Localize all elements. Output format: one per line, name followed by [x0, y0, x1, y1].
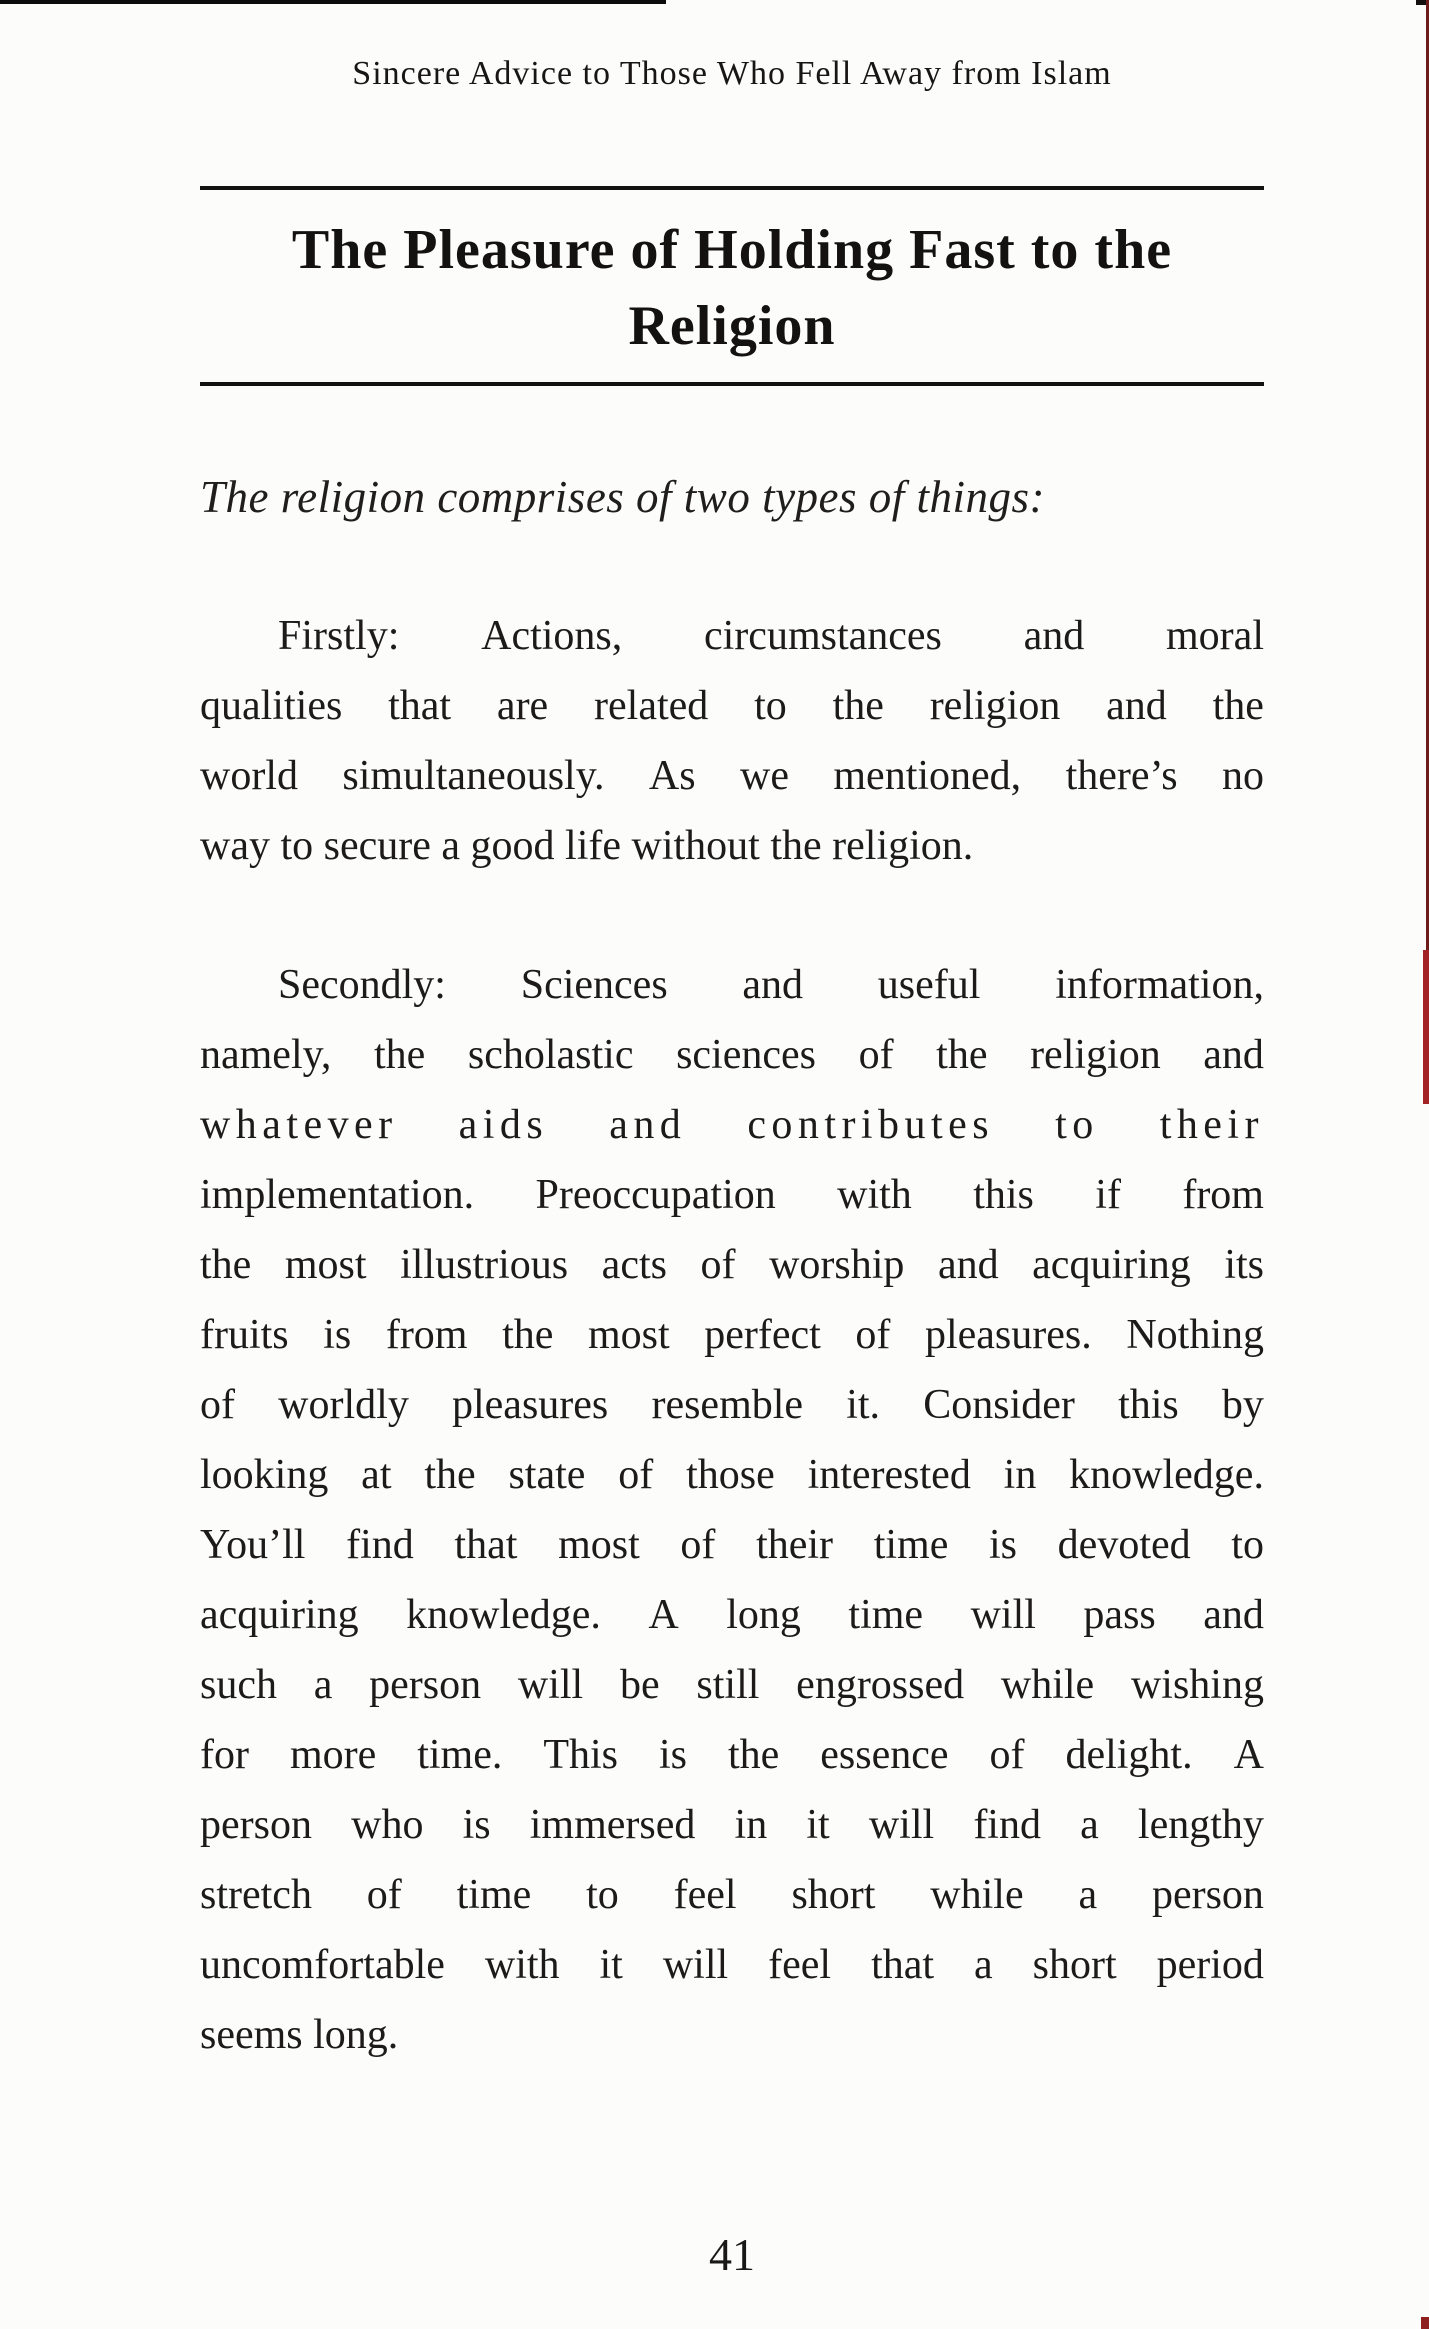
word: Consider [923, 1382, 1075, 1428]
word: from [385, 1312, 468, 1358]
word: worship [769, 1242, 905, 1288]
paragraph [200, 950, 1264, 2070]
word: find [973, 1802, 1041, 1848]
text-line [200, 1020, 1264, 1090]
word: while [1000, 1662, 1095, 1708]
paragraph [200, 601, 1264, 881]
word: scholastic [467, 1032, 634, 1078]
word: who [351, 1802, 424, 1848]
chapter-title [200, 212, 1264, 364]
word: As [648, 753, 696, 799]
word: is [989, 1522, 1018, 1568]
word: a [1080, 1802, 1099, 1848]
word: time [873, 1522, 949, 1568]
running-header: Sincere Advice to Those Who Fell Away from Islam [352, 55, 1112, 92]
word: and [742, 962, 804, 1008]
word: world [200, 753, 298, 799]
word: and [1203, 1032, 1264, 1078]
word: resemble [651, 1382, 804, 1428]
word: state [508, 1452, 586, 1498]
word: and [1203, 1592, 1264, 1638]
word: qualities [200, 683, 343, 729]
word: is [462, 1802, 491, 1848]
word: short [791, 1872, 876, 1918]
word: simultaneously. [342, 753, 605, 799]
word: are [496, 683, 549, 729]
word: of [700, 1242, 736, 1288]
word: the [200, 1242, 252, 1288]
word: will [662, 1942, 729, 1988]
text-line [200, 1230, 1264, 1300]
word: most [587, 1312, 670, 1358]
word: wishing [1130, 1662, 1264, 1708]
word: pleasures [452, 1382, 609, 1428]
word: their [756, 1522, 834, 1568]
scan-top-edge-artifact [0, 0, 666, 4]
word: essence [820, 1732, 949, 1778]
word: acquiring [200, 1592, 359, 1638]
text-line [200, 1440, 1264, 1510]
word: delight. [1065, 1732, 1193, 1778]
word: sciences [676, 1032, 817, 1078]
word: person [200, 1802, 312, 1848]
text-line: seems long. [200, 2012, 399, 2058]
word: religion [929, 683, 1061, 729]
word: more [289, 1732, 377, 1778]
word: and [1023, 613, 1085, 659]
word: no [1221, 753, 1264, 799]
word: be [619, 1662, 660, 1708]
word: it [599, 1942, 623, 1988]
text-line [200, 1930, 1264, 2000]
word: You’ll [200, 1522, 306, 1568]
text-line [200, 671, 1264, 741]
word: this [973, 1172, 1034, 1218]
word: will [868, 1802, 935, 1848]
word: knowledge. [1069, 1452, 1264, 1498]
word: knowledge. [406, 1592, 601, 1638]
word: pass [1083, 1592, 1156, 1638]
scan-bottom-right-corner-mark [1421, 2317, 1429, 2329]
text-line [200, 1580, 1264, 1650]
word: religion [1030, 1032, 1161, 1078]
word: from [1182, 1172, 1264, 1218]
chapter-title-line-1: The Pleasure of Holding Fast to the [291, 219, 1173, 281]
word: and [937, 1242, 999, 1288]
chapter-title-line-2: Religion [628, 295, 836, 357]
word: the [727, 1732, 780, 1778]
word: there’s [1065, 753, 1178, 799]
word: most [284, 1242, 367, 1288]
word: feel [768, 1942, 832, 1988]
text-line [200, 1370, 1264, 1440]
text-line [200, 601, 1264, 671]
word: A [1233, 1732, 1264, 1778]
word: that [454, 1522, 518, 1568]
word: information, [1055, 962, 1264, 1008]
body-paragraphs [200, 601, 1264, 2070]
word: of [366, 1872, 402, 1918]
word: a [974, 1942, 993, 1988]
word: by [1221, 1382, 1264, 1428]
word: this [1118, 1382, 1179, 1428]
word: whatever [200, 1102, 398, 1148]
word: worldly [278, 1382, 409, 1428]
word: engrossed [796, 1662, 965, 1708]
word: their [1159, 1102, 1264, 1148]
word: time. [417, 1732, 503, 1778]
word: Secondly: [278, 962, 446, 1008]
word: interested [807, 1452, 971, 1498]
text-line [200, 1650, 1264, 1720]
word: still [696, 1662, 760, 1708]
text-line [200, 1300, 1264, 1370]
word: Nothing [1126, 1312, 1264, 1358]
word: Actions, [481, 613, 623, 659]
text-line [200, 950, 1264, 1020]
word: A [648, 1592, 679, 1638]
text-line [200, 1790, 1264, 1860]
word: is [323, 1312, 352, 1358]
word: lengthy [1137, 1802, 1264, 1848]
word: to [754, 683, 787, 729]
word: find [346, 1522, 414, 1568]
word: short [1032, 1942, 1117, 1988]
word: feel [673, 1872, 737, 1918]
text-line: way to secure a good life without the religion. [200, 823, 974, 869]
word: for [200, 1732, 249, 1778]
word: mentioned, [833, 753, 1022, 799]
title-rule-bottom [200, 382, 1264, 386]
word: the [832, 683, 884, 729]
word: acts [601, 1242, 667, 1288]
word: related [594, 683, 709, 729]
word: time [456, 1872, 532, 1918]
word: the [936, 1032, 988, 1078]
word: while [930, 1872, 1024, 1918]
word: to [1055, 1102, 1099, 1148]
word: its [1224, 1242, 1264, 1288]
word: and [609, 1102, 687, 1148]
word: and [1106, 683, 1167, 729]
word: devoted [1057, 1522, 1191, 1568]
word: the [1212, 683, 1264, 729]
word: long [726, 1592, 801, 1638]
text-line [200, 1720, 1264, 1790]
word: perfect [704, 1312, 821, 1358]
word: Preoccupation [535, 1172, 776, 1218]
word: period [1156, 1942, 1264, 1988]
word: the [502, 1312, 554, 1358]
word: will [970, 1592, 1036, 1638]
word: to [1231, 1522, 1264, 1568]
word: of [855, 1312, 891, 1358]
word: of [200, 1382, 235, 1428]
word: useful [877, 962, 981, 1008]
word: it [806, 1802, 830, 1848]
word: aids [458, 1102, 549, 1148]
word: a [313, 1662, 333, 1708]
word: moral [1166, 613, 1264, 659]
word: Firstly: [278, 613, 400, 659]
word: immersed [529, 1802, 696, 1848]
word: contributes [747, 1102, 994, 1148]
word: person [369, 1662, 482, 1708]
lead-sentence: The religion comprises of two types of things: [200, 472, 1046, 522]
word: fruits [200, 1312, 289, 1358]
word: illustrious [400, 1242, 569, 1288]
word: person [1151, 1872, 1264, 1918]
word: of [989, 1732, 1025, 1778]
word: time [848, 1592, 924, 1638]
word: the [424, 1452, 476, 1498]
page-number: 41 [709, 2229, 755, 2280]
word: in [734, 1802, 768, 1848]
word: a [1078, 1872, 1098, 1918]
word: with [484, 1942, 560, 1988]
word: that [871, 1942, 935, 1988]
word: such [200, 1662, 277, 1708]
word: if [1095, 1172, 1121, 1218]
word: the [373, 1032, 426, 1078]
text-line [200, 1160, 1264, 1230]
word: circumstances [704, 613, 942, 659]
word: acquiring [1032, 1242, 1191, 1288]
word: most [558, 1522, 640, 1568]
word: of [618, 1452, 654, 1498]
word: with [837, 1172, 912, 1218]
word: This [543, 1732, 619, 1778]
word: that [388, 683, 452, 729]
text-line [200, 1860, 1264, 1930]
word: is [658, 1732, 687, 1778]
word: looking [200, 1452, 329, 1498]
word: will [517, 1662, 584, 1708]
text-line [200, 1090, 1264, 1160]
text-line [200, 741, 1264, 811]
word: we [740, 753, 789, 799]
word: it. [846, 1382, 881, 1428]
word: to [586, 1872, 619, 1918]
word: namely, [200, 1032, 332, 1078]
word: stretch [200, 1872, 312, 1918]
text-line [200, 1510, 1264, 1580]
word: uncomfortable [200, 1942, 445, 1988]
word: at [361, 1452, 392, 1498]
word: of [680, 1522, 716, 1568]
title-rule-top [200, 186, 1264, 190]
word: implementation. [200, 1172, 475, 1218]
word: of [858, 1032, 894, 1078]
word: those [686, 1452, 775, 1498]
scan-right-edge-red-strip [1423, 950, 1429, 1104]
word: in [1003, 1452, 1037, 1498]
word: Sciences [520, 962, 668, 1008]
word: pleasures. [924, 1312, 1092, 1358]
